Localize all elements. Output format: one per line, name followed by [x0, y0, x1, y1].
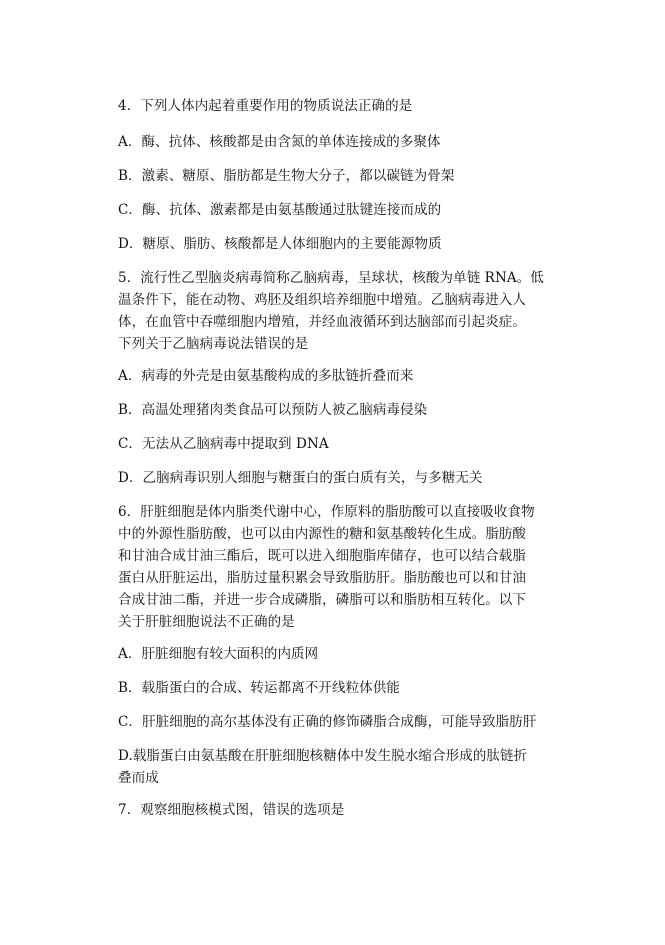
q5-option-a: A．病毒的外壳是由氨基酸构成的多肽链折叠而来	[118, 368, 414, 384]
q6-stem-line-4: 蛋白从肝脏运出，脂肪过量积累会导致脂肪肝。脂肪酸也可以和甘油	[118, 570, 526, 586]
q6-stem-line-1: 6．肝脏细胞是体内脂类代谢中心，作原料的脂肪酸可以直接吸收食物	[118, 504, 535, 520]
q6-stem-line-6: 关于肝脏细胞说法不正确的是	[118, 614, 295, 630]
q6-option-d-line-1: D.载脂蛋白由氨基酸在肝脏细胞核糖体中发生脱水缩合形成的肽链折	[118, 748, 528, 764]
q4-option-d: D．糖原、脂肪、核酸都是人体细胞内的主要能源物质	[118, 236, 442, 252]
q5-option-c: C．无法从乙脑病毒中提取到 DNA	[118, 436, 329, 452]
q6-option-c: C．肝脏细胞的高尔基体没有正确的修饰磷脂合成酶，可能导致脂肪肝	[118, 714, 537, 730]
q6-stem-line-2: 中的外源性脂肪酸，也可以由内源性的糖和氨基酸转化生成。脂肪酸	[118, 526, 526, 542]
q5-stem-line-4: 下列关于乙脑病毒说法错误的是	[118, 336, 309, 352]
q5-stem-line-3: 体，在血管中吞噬细胞内增殖，并经血液循环到达脑部而引起炎症。	[118, 314, 526, 330]
q4-option-b: B．激素、糖原、脂肪都是生物大分子，都以碳链为骨架	[118, 168, 455, 184]
q6-stem-line-3: 和甘油合成甘油三酯后，既可以进入细胞脂库储存，也可以结合载脂	[118, 548, 526, 564]
q5-stem-line-2: 温条件下，能在动物、鸡胚及组织培养细胞中增殖。乙脑病毒进入人	[118, 292, 526, 308]
q5-option-b: B．高温处理猪肉类食品可以预防人被乙脑病毒侵染	[118, 402, 428, 418]
q5-option-d: D．乙脑病毒识别人细胞与糖蛋白的蛋白质有关，与多糖无关	[118, 470, 483, 486]
q7-stem: 7．观察细胞核模式图，错误的选项是	[118, 802, 345, 818]
q6-option-d-line-2: 叠而成	[118, 770, 159, 786]
q4-option-c: C．酶、抗体、激素都是由氨基酸通过肽键连接而成的	[118, 202, 442, 218]
q6-stem-line-5: 合成甘油二酯，并进一步合成磷脂，磷脂可以和脂肪相互转化。以下	[118, 592, 526, 608]
q6-option-a: A．肝脏细胞有较大面积的内质网	[118, 646, 319, 662]
q4-stem: 4．下列人体内起着重要作用的物质说法正确的是	[118, 98, 413, 114]
q6-option-b: B．载脂蛋白的合成、转运都离不开线粒体供能	[118, 680, 401, 696]
q5-stem-line-1: 5．流行性乙型脑炎病毒简称乙脑病毒，呈球状，核酸为单链 RNA。低	[118, 270, 544, 286]
q4-option-a: A．酶、抗体、核酸都是由含氮的单体连接成的多聚体	[118, 134, 441, 150]
